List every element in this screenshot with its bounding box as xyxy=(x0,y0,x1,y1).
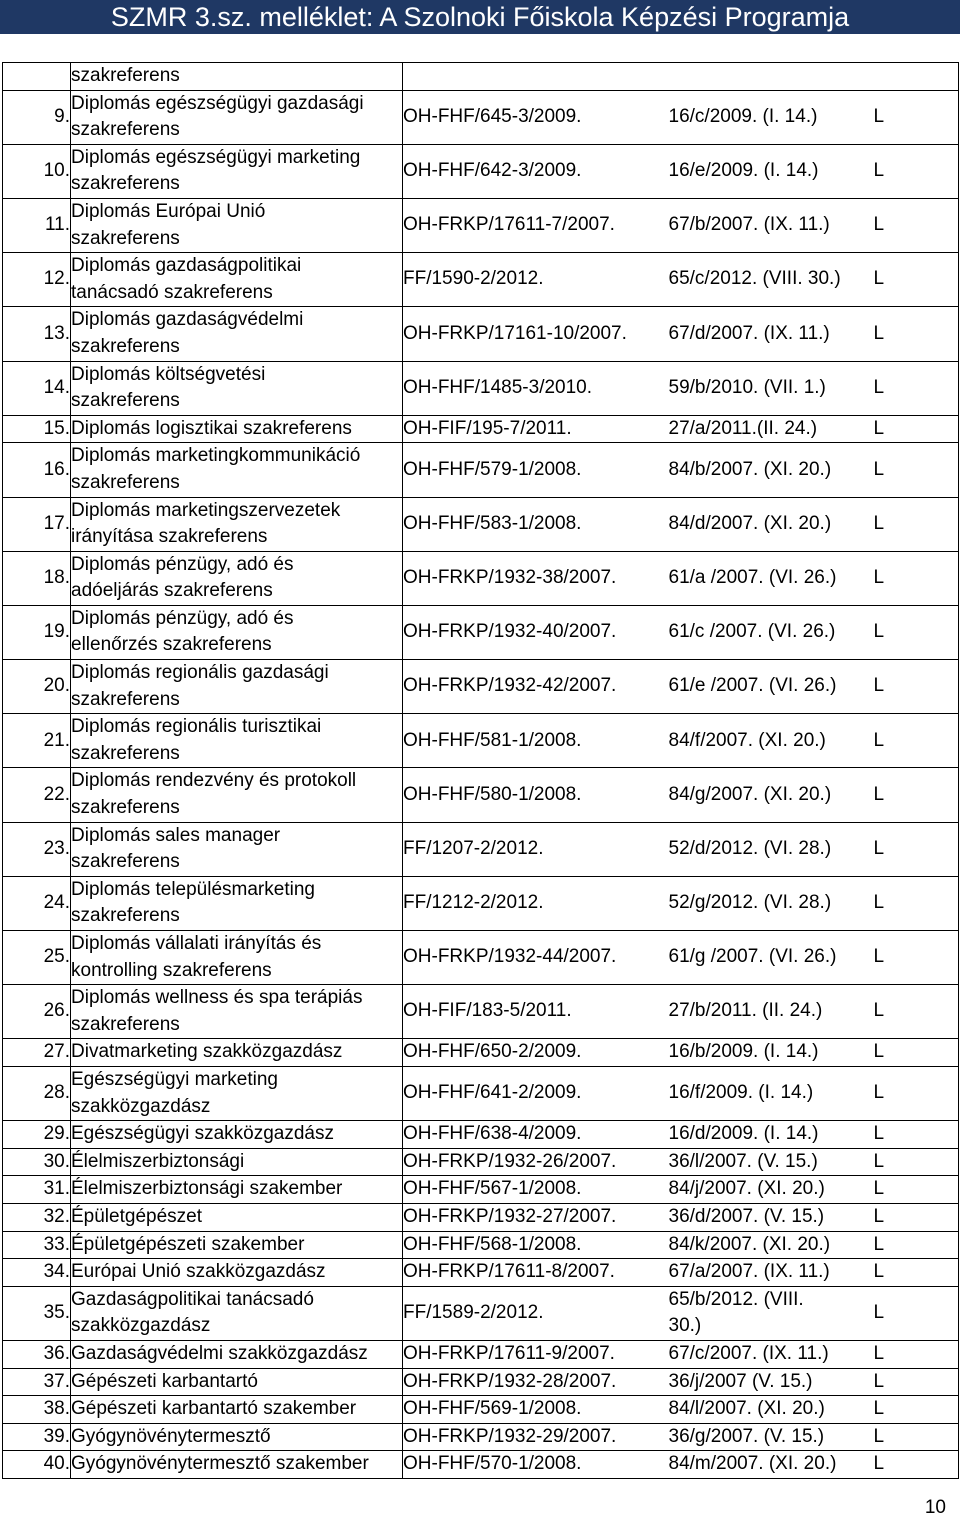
table-row xyxy=(3,1121,959,1149)
table-row xyxy=(3,63,959,91)
page-header xyxy=(0,0,960,34)
registration-number: FF/1207-2/2012. xyxy=(403,822,669,876)
decree-reference: 36/d/2007. (V. 15.) xyxy=(669,1203,874,1231)
decree-reference: 67/d/2007. (IX. 11.) xyxy=(669,307,874,361)
row-number: 38. xyxy=(3,1396,71,1424)
decree-reference: 84/m/2007. (XI. 20.) xyxy=(669,1451,874,1479)
row-number: 23. xyxy=(3,822,71,876)
program-name: Diplomás gazdaságpolitikai tanácsadó szakreferens xyxy=(71,253,403,307)
decree-reference: 16/d/2009. (I. 14.) xyxy=(669,1121,874,1149)
table-row xyxy=(3,660,959,714)
registration-number xyxy=(403,63,669,91)
row-number: 17. xyxy=(3,497,71,551)
program-type: L xyxy=(874,714,959,768)
program-type: L xyxy=(874,1176,959,1204)
table-row xyxy=(3,198,959,252)
registration-number: OH-FRKP/17611-7/2007. xyxy=(403,198,669,252)
program-name: Gazdaságpolitikai tanácsadó szakközgazdász xyxy=(71,1286,403,1340)
program-name: Divatmarketing szakközgazdász xyxy=(71,1039,403,1067)
decree-reference: 65/c/2012. (VIII. 30.) xyxy=(669,253,874,307)
program-type: L xyxy=(874,443,959,497)
row-number: 19. xyxy=(3,605,71,659)
registration-number: OH-FRKP/17611-8/2007. xyxy=(403,1259,669,1287)
registration-number: OH-FRKP/17611-9/2007. xyxy=(403,1340,669,1368)
program-name: Épületgépészeti szakember xyxy=(71,1231,403,1259)
table-row xyxy=(3,551,959,605)
row-number: 24. xyxy=(3,876,71,930)
row-number xyxy=(3,63,71,91)
registration-number: OH-FHF/1485-3/2010. xyxy=(403,361,669,415)
program-name: szakreferens xyxy=(71,63,403,91)
registration-number: OH-FHF/568-1/2008. xyxy=(403,1231,669,1259)
programs-table-body xyxy=(3,63,959,1479)
program-name: Diplomás Európai Unió szakreferens xyxy=(71,198,403,252)
row-number: 39. xyxy=(3,1423,71,1451)
program-type: L xyxy=(874,307,959,361)
registration-number: OH-FHF/569-1/2008. xyxy=(403,1396,669,1424)
table-row xyxy=(3,1451,959,1479)
program-name: Európai Unió szakközgazdász xyxy=(71,1259,403,1287)
registration-number: OH-FRKP/1932-28/2007. xyxy=(403,1368,669,1396)
decree-reference: 84/g/2007. (XI. 20.) xyxy=(669,768,874,822)
registration-number: OH-FRKP/1932-27/2007. xyxy=(403,1203,669,1231)
row-number: 26. xyxy=(3,985,71,1039)
row-number: 35. xyxy=(3,1286,71,1340)
registration-number: OH-FHF/570-1/2008. xyxy=(403,1451,669,1479)
program-name: Diplomás egészségügyi marketing szakreferens xyxy=(71,144,403,198)
table-row xyxy=(3,876,959,930)
table-row xyxy=(3,1148,959,1176)
program-name: Diplomás gazdaságvédelmi szakreferens xyxy=(71,307,403,361)
program-type: L xyxy=(874,768,959,822)
program-type: L xyxy=(874,985,959,1039)
registration-number: OH-FHF/567-1/2008. xyxy=(403,1176,669,1204)
table-row xyxy=(3,714,959,768)
registration-number: OH-FHF/580-1/2008. xyxy=(403,768,669,822)
program-name: Diplomás költségvetési szakreferens xyxy=(71,361,403,415)
decree-reference: 84/k/2007. (XI. 20.) xyxy=(669,1231,874,1259)
registration-number: OH-FRKP/1932-44/2007. xyxy=(403,931,669,985)
decree-reference: 61/e /2007. (VI. 26.) xyxy=(669,660,874,714)
decree-reference: 65/b/2012. (VIII. 30.) xyxy=(669,1286,874,1340)
registration-number: OH-FIF/195-7/2011. xyxy=(403,415,669,443)
table-row xyxy=(3,931,959,985)
table-row xyxy=(3,361,959,415)
row-number: 27. xyxy=(3,1039,71,1067)
decree-reference: 84/j/2007. (XI. 20.) xyxy=(669,1176,874,1204)
program-name: Gyógynövénytermesztő xyxy=(71,1423,403,1451)
program-type: L xyxy=(874,1066,959,1120)
decree-reference: 84/f/2007. (XI. 20.) xyxy=(669,714,874,768)
decree-reference: 27/a/2011.(II. 24.) xyxy=(669,415,874,443)
registration-number: FF/1589-2/2012. xyxy=(403,1286,669,1340)
registration-number: OH-FHF/583-1/2008. xyxy=(403,497,669,551)
decree-reference: 84/l/2007. (XI. 20.) xyxy=(669,1396,874,1424)
decree-reference: 84/b/2007. (XI. 20.) xyxy=(669,443,874,497)
program-name: Élelmiszerbiztonsági szakember xyxy=(71,1176,403,1204)
row-number: 13. xyxy=(3,307,71,361)
decree-reference: 36/l/2007. (V. 15.) xyxy=(669,1148,874,1176)
program-type: L xyxy=(874,90,959,144)
program-type: L xyxy=(874,144,959,198)
decree-reference: 16/b/2009. (I. 14.) xyxy=(669,1039,874,1067)
programs-table xyxy=(2,62,959,1479)
decree-reference: 59/b/2010. (VII. 1.) xyxy=(669,361,874,415)
table-row xyxy=(3,985,959,1039)
row-number: 31. xyxy=(3,1176,71,1204)
program-name: Diplomás marketingkommunikáció szakreferens xyxy=(71,443,403,497)
program-name: Élelmiszerbiztonsági xyxy=(71,1148,403,1176)
decree-reference: 36/j/2007 (V. 15.) xyxy=(669,1368,874,1396)
row-number: 29. xyxy=(3,1121,71,1149)
registration-number: OH-FHF/638-4/2009. xyxy=(403,1121,669,1149)
row-number: 20. xyxy=(3,660,71,714)
program-type: L xyxy=(874,497,959,551)
program-name: Diplomás regionális turisztikai szakreferens xyxy=(71,714,403,768)
decree-reference xyxy=(669,63,874,91)
registration-number: OH-FIF/183-5/2011. xyxy=(403,985,669,1039)
table-row xyxy=(3,415,959,443)
table-row xyxy=(3,1259,959,1287)
program-type: L xyxy=(874,1340,959,1368)
program-name: Gazdaságvédelmi szakközgazdász xyxy=(71,1340,403,1368)
decree-reference: 16/e/2009. (I. 14.) xyxy=(669,144,874,198)
row-number: 33. xyxy=(3,1231,71,1259)
program-type: L xyxy=(874,1286,959,1340)
table-row xyxy=(3,253,959,307)
decree-reference: 27/b/2011. (II. 24.) xyxy=(669,985,874,1039)
table-row xyxy=(3,1176,959,1204)
row-number: 36. xyxy=(3,1340,71,1368)
row-number: 14. xyxy=(3,361,71,415)
registration-number: OH-FHF/645-3/2009. xyxy=(403,90,669,144)
table-row xyxy=(3,497,959,551)
program-name: Diplomás sales manager szakreferens xyxy=(71,822,403,876)
program-type: L xyxy=(874,931,959,985)
program-name: Diplomás marketingszervezetek irányítása szakreferens xyxy=(71,497,403,551)
program-name: Gépészeti karbantartó xyxy=(71,1368,403,1396)
registration-number: OH-FHF/642-3/2009. xyxy=(403,144,669,198)
program-name: Egészségügyi szakközgazdász xyxy=(71,1121,403,1149)
program-name: Gyógynövénytermesztő szakember xyxy=(71,1451,403,1479)
registration-number: OH-FRKP/1932-29/2007. xyxy=(403,1423,669,1451)
registration-number: FF/1590-2/2012. xyxy=(403,253,669,307)
table-row xyxy=(3,1066,959,1120)
table-row xyxy=(3,1368,959,1396)
row-number: 37. xyxy=(3,1368,71,1396)
program-type: L xyxy=(874,253,959,307)
table-row xyxy=(3,1396,959,1424)
row-number: 40. xyxy=(3,1451,71,1479)
registration-number: OH-FRKP/1932-38/2007. xyxy=(403,551,669,605)
registration-number: OH-FHF/650-2/2009. xyxy=(403,1039,669,1067)
program-type: L xyxy=(874,415,959,443)
table-row xyxy=(3,443,959,497)
registration-number: OH-FHF/641-2/2009. xyxy=(403,1066,669,1120)
row-number: 11. xyxy=(3,198,71,252)
decree-reference: 52/g/2012. (VI. 28.) xyxy=(669,876,874,930)
decree-reference: 52/d/2012. (VI. 28.) xyxy=(669,822,874,876)
program-name: Diplomás vállalati irányítás és kontrolling szakreferens xyxy=(71,931,403,985)
row-number: 9. xyxy=(3,90,71,144)
row-number: 15. xyxy=(3,415,71,443)
row-number: 18. xyxy=(3,551,71,605)
program-type: L xyxy=(874,1396,959,1424)
program-name: Diplomás pénzügy, adó és ellenőrzés szakreferens xyxy=(71,605,403,659)
row-number: 10. xyxy=(3,144,71,198)
decree-reference: 36/g/2007. (V. 15.) xyxy=(669,1423,874,1451)
program-type: L xyxy=(874,605,959,659)
registration-number: OH-FRKP/1932-26/2007. xyxy=(403,1148,669,1176)
program-type: L xyxy=(874,1451,959,1479)
row-number: 22. xyxy=(3,768,71,822)
program-type xyxy=(874,63,959,91)
table-row xyxy=(3,822,959,876)
program-type: L xyxy=(874,660,959,714)
program-type: L xyxy=(874,1203,959,1231)
program-name: Diplomás logisztikai szakreferens xyxy=(71,415,403,443)
row-number: 28. xyxy=(3,1066,71,1120)
table-row xyxy=(3,307,959,361)
registration-number: OH-FHF/581-1/2008. xyxy=(403,714,669,768)
page-number: 10 xyxy=(924,1497,946,1518)
table-row xyxy=(3,1286,959,1340)
table-row xyxy=(3,1423,959,1451)
table-row xyxy=(3,1039,959,1067)
table-row xyxy=(3,1203,959,1231)
decree-reference: 67/b/2007. (IX. 11.) xyxy=(669,198,874,252)
decree-reference: 67/c/2007. (IX. 11.) xyxy=(669,1340,874,1368)
program-type: L xyxy=(874,1039,959,1067)
registration-number: OH-FRKP/1932-40/2007. xyxy=(403,605,669,659)
program-name: Épületgépészet xyxy=(71,1203,403,1231)
registration-number: FF/1212-2/2012. xyxy=(403,876,669,930)
row-number: 12. xyxy=(3,253,71,307)
decree-reference: 84/d/2007. (XI. 20.) xyxy=(669,497,874,551)
decree-reference: 67/a/2007. (IX. 11.) xyxy=(669,1259,874,1287)
row-number: 30. xyxy=(3,1148,71,1176)
registration-number: OH-FRKP/17161-10/2007. xyxy=(403,307,669,361)
row-number: 34. xyxy=(3,1259,71,1287)
program-name: Diplomás rendezvény és protokoll szakreferens xyxy=(71,768,403,822)
table-row xyxy=(3,1231,959,1259)
program-name: Egészségügyi marketing szakközgazdász xyxy=(71,1066,403,1120)
table-row xyxy=(3,605,959,659)
row-number: 16. xyxy=(3,443,71,497)
program-type: L xyxy=(874,1259,959,1287)
decree-reference: 61/c /2007. (VI. 26.) xyxy=(669,605,874,659)
program-name: Diplomás egészségügyi gazdasági szakreferens xyxy=(71,90,403,144)
table-row xyxy=(3,1340,959,1368)
decree-reference: 16/f/2009. (I. 14.) xyxy=(669,1066,874,1120)
program-type: L xyxy=(874,822,959,876)
program-type: L xyxy=(874,1423,959,1451)
program-type: L xyxy=(874,1121,959,1149)
registration-number: OH-FRKP/1932-42/2007. xyxy=(403,660,669,714)
program-type: L xyxy=(874,1368,959,1396)
program-type: L xyxy=(874,876,959,930)
program-name: Diplomás regionális gazdasági szakreferens xyxy=(71,660,403,714)
program-name: Diplomás településmarketing szakreferens xyxy=(71,876,403,930)
header-title: SZMR 3.sz. melléklet: A Szolnoki Főiskola Képzési Programja xyxy=(110,2,850,32)
table-row xyxy=(3,768,959,822)
registration-number: OH-FHF/579-1/2008. xyxy=(403,443,669,497)
row-number: 25. xyxy=(3,931,71,985)
program-type: L xyxy=(874,1231,959,1259)
decree-reference: 16/c/2009. (I. 14.) xyxy=(669,90,874,144)
program-type: L xyxy=(874,198,959,252)
program-name: Gépészeti karbantartó szakember xyxy=(71,1396,403,1424)
decree-reference: 61/g /2007. (VI. 26.) xyxy=(669,931,874,985)
row-number: 21. xyxy=(3,714,71,768)
decree-reference: 61/a /2007. (VI. 26.) xyxy=(669,551,874,605)
program-type: L xyxy=(874,1148,959,1176)
program-name: Diplomás pénzügy, adó és adóeljárás szakreferens xyxy=(71,551,403,605)
program-name: Diplomás wellness és spa terápiás szakreferens xyxy=(71,985,403,1039)
program-type: L xyxy=(874,361,959,415)
row-number: 32. xyxy=(3,1203,71,1231)
table-row xyxy=(3,90,959,144)
program-type: L xyxy=(874,551,959,605)
table-row xyxy=(3,144,959,198)
